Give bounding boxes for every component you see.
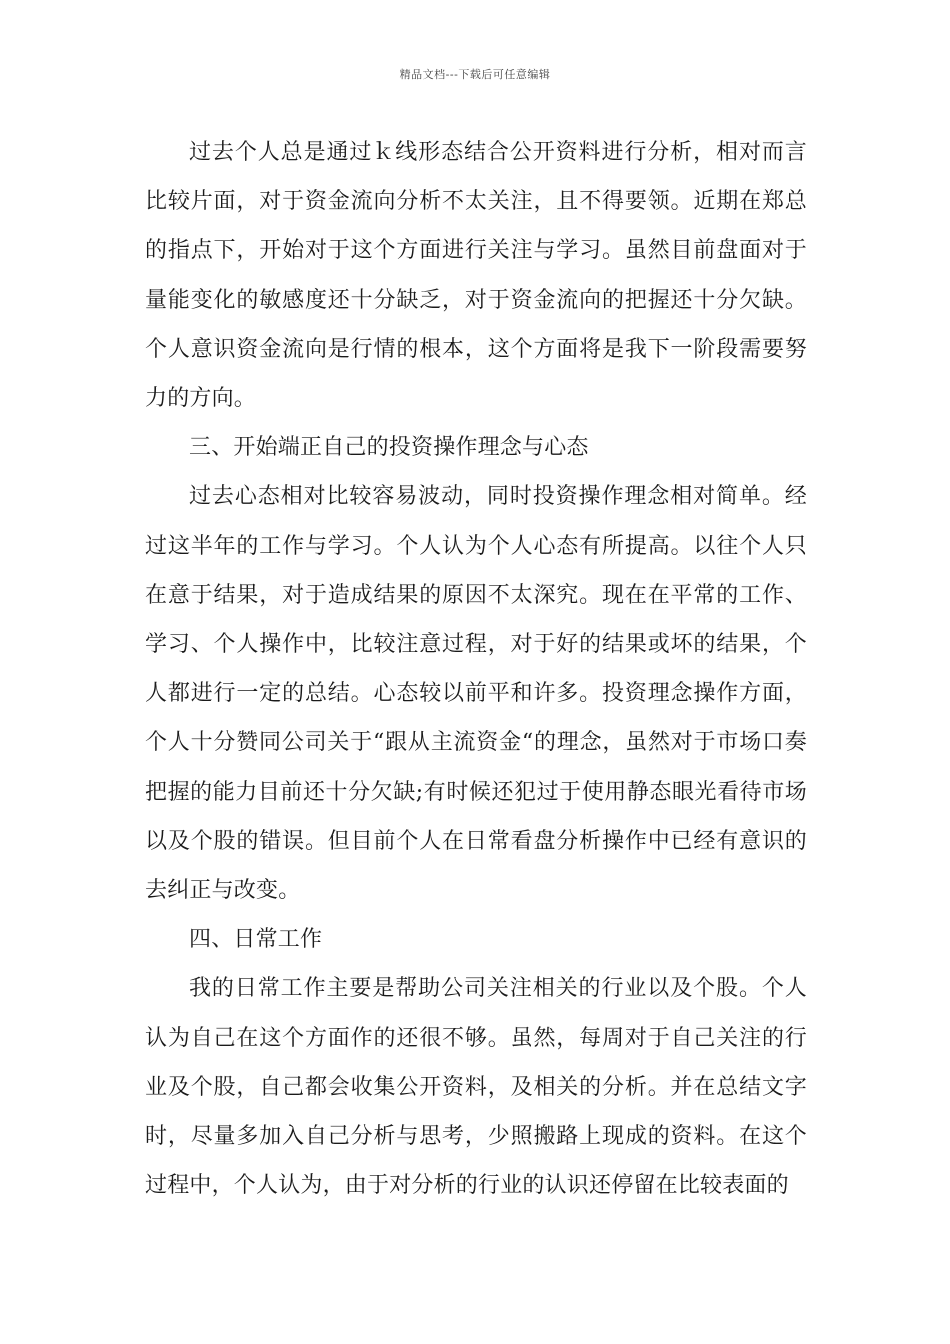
document-body (145, 128, 807, 1210)
paragraph-mindset: 过去心态相对比较容易波动，同时投资操作理念相对简单。经过这半年的工作与学习。个人认为个人心态有所提高。以往个人只在意于结果，对于造成结果的原因不太深究。现在在平常的工作、学习、个人操作中，比较注意过程，对于好的结果或坏的结果，个人都进行一定的总结。心态较以前平和许多。投资理念操作方面，个人十分赞同公司关于“跟从主流资金“的理念，虽然对于市场口奏把握的能力目前还十分欠缺;有时候还犯过于使用静态眼光看待市场以及个股的错误。但目前个人在日常看盘分析操作中已经有意识的去纠正与改变。 (145, 484, 807, 904)
section-heading-4: 四、日常工作 (189, 927, 323, 953)
page-header: 精品文档---下载后可任意编辑 (399, 68, 551, 81)
paragraph-capital-flow: 过去个人总是通过ｋ线形态结合公开资料进行分析，相对而言比较片面，对于资金流向分析不太关注，且不得要领。近期在郑总的指点下，开始对于这个方面进行关注与学习。虽然目前盘面对于量能变化的敏感度还十分缺乏，对于资金流向的把握还十分欠缺。个人意识资金流向是行情的根本，这个方面将是我下一阶段需要努力的方向。 (145, 140, 807, 412)
paragraph-daily-work: 我的日常工作主要是帮助公司关注相关的行业以及个股。个人认为自己在这个方面作的还很不够。虽然，每周对于自己关注的行业及个股，自己都会收集公开资料，及相关的分析。并在总结文字时，尽量多加入自己分析与思考，少照搬路上现成的资料。在这个过程中，个人认为，由于对分析的行业的认识还停留在比较表面的 (145, 976, 807, 1199)
section-heading-3: 三、开始端正自己的投资操作理念与心态 (189, 435, 589, 461)
